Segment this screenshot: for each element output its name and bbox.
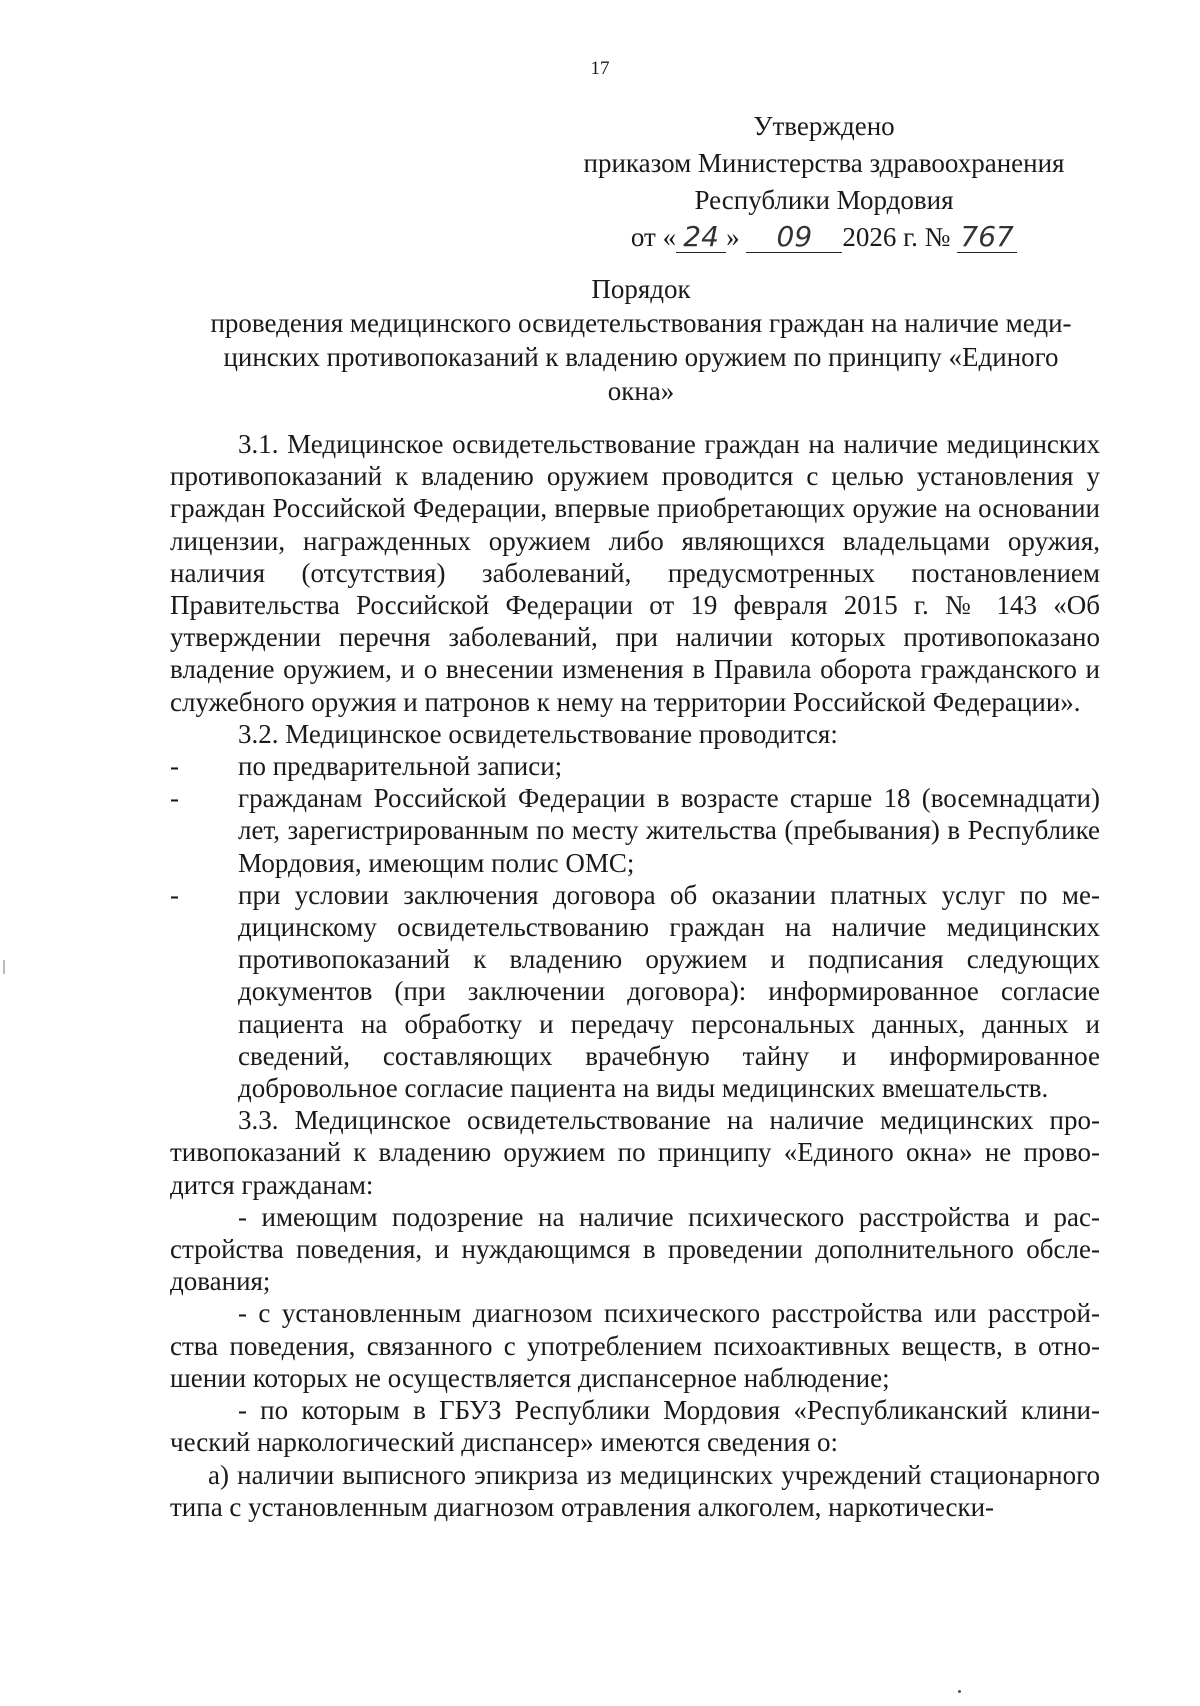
sub-item-a: а) наличии выписного эпикриза из медицинских учреждений стационарного типа с установленным диагнозом отравления алкоголем, наркотически- [170,1459,1100,1522]
year-text: 2026 г. № [842,222,951,252]
exclusion-item: - с установленным диагнозом психического расстройства или расстройства поведения, связанного с употреблением психоактивных веществ, в отношении которых не осуществляется диспансерное наблюдение; [170,1298,1100,1393]
approval-republic: Республики Мордовия [694,185,954,215]
list-item [170,782,1100,879]
approval-stamp [554,108,1094,256]
number-blank [957,222,1017,253]
title-line-3: окна» [607,376,675,406]
exclusion-item: - по которым в ГБУЗ Республики Мордовия «Республиканский клинический наркологический диспансер» имеются сведения о: [170,1395,1100,1458]
dash-marker: - [170,879,179,910]
paragraph-3-1: 3.1. Медицинское освидетельствование граждан на наличие медицинских противопоказаний к владению оружием проводится с целью установления у граждан Российской Федерации, впервые приобретающих оружие на основании лицензии, награжденных оружием либо являющихся владельцами оружия, наличия (отсутствия) заболеваний, предусмотренных постановлением Правительства Российской Федерации от 19 февраля 2015 г. № 143 «Об утверждении перечня заболеваний, при наличии которых противопоказано владение оружием, и о внесении изменения в Правила оборота гражданского и служебного оружия и патронов к нему на территории Российской Федерации». [170,429,1100,717]
paragraph-3-2: 3.2. Медицинское освидетельствование проводится: [238,718,838,749]
list-item-text: гражданам Российской Федерации в возрасте старше 18 (восемнадцати) лет, зарегистрированным по месту жительства (пребывания) в Республике Мордовия, имеющим полис ОМС; [238,783,1100,878]
dash-marker: - [170,751,179,782]
list-item-text: при условии заключения договора об оказании платных услуг по медицинскому освидетельствованию граждан на наличие медицинских противопоказаний к владению оружием и подписания следующих документов (при заключении договора): информированное согласие пациента на обработку и передачу персональных данных, данных и сведений, составляющих врачебную тайну и информированное добровольное согласие пациента на виды медицинских вмешательств. [238,879,1100,1104]
date-mid: » [726,222,740,252]
day-blank [676,222,726,253]
approval-order-of-ministry: приказом Министерства здравоохранения [583,148,1065,178]
paragraph-3-3: 3.3. Медицинское освидетельствование на наличие медицинских противопоказаний к владению оружием по принципу «Единого окна» не проводится гражданам: [170,1105,1100,1200]
title-line-1: проведения медицинского освидетельствования граждан на наличие меди- [210,308,1072,338]
scan-artifact [958,1690,961,1693]
list-item [170,750,1100,782]
handwritten-day: 24 [683,220,719,253]
scan-artifact [3,960,5,974]
document-body [170,428,1100,1523]
month-blank [746,222,842,253]
document-title [186,272,1096,408]
approval-date-line [554,219,1094,256]
approval-approved: Утверждено [753,111,895,141]
title-line-2: цинских противопоказаний к владению оружием по принципу «Единого [223,342,1059,372]
list-item-text: по предварительной записи; [238,751,563,782]
handwritten-order-number: 767 [960,220,1014,253]
exclusion-item: - имеющим подозрение на наличие психического расстройства и расстройства поведения, и нуждающимся в проведении дополнительного обследования; [170,1201,1100,1297]
page-number: 17 [590,58,610,79]
handwritten-month: 09 [776,220,813,253]
dash-marker: - [170,783,179,814]
title-heading: Порядок [591,274,691,304]
list-item [170,879,1100,1104]
date-prefix: от « [630,222,677,252]
